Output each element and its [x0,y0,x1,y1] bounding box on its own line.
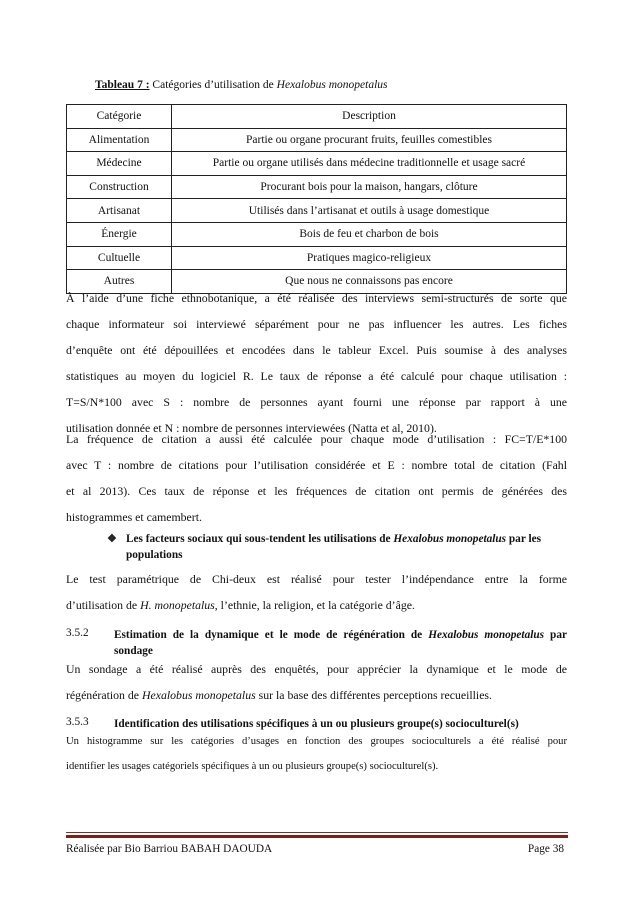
text-line: T=S/N*100 avec S : nombre de personnes ayant fourni une réponse par rapport à une [66,395,567,409]
table-header-cell: Description [172,105,567,129]
text-line: et al 2013). Ces taux de réponse et les fréquences de citation ont permis de générées des [66,484,567,498]
table-cell-description: Procurant bois pour la maison, hangars, clôture [172,175,567,199]
text-line: statistiques au moyen du logiciel R. Le taux de réponse a été calculé pour chaque utilisation : [66,369,567,383]
table-cell-description: Utilisés dans l’artisanat et outils à usage domestique [172,199,567,223]
page-number: Page 38 [527,843,564,855]
table-caption-species: Hexalobus monopetalus [276,79,388,91]
table-row [67,199,567,223]
section-number: 3.5.3 [66,716,89,728]
text-species: Hexalobus monopetalus [141,688,256,702]
text-line: histogrammes et camembert. [66,510,202,524]
paragraph-histogram [66,729,567,779]
heading-line [107,531,569,547]
table-caption-text: Catégories d’utilisation de [149,79,277,91]
table-caption [95,79,388,91]
table-row [67,152,567,176]
diamond-bullet-icon: ❖ [107,533,117,545]
text-line: identifier les usages catégoriels spécifiques à un ou plusieurs groupe(s) socioculturel(s). [66,761,439,772]
paragraph-survey [66,656,567,708]
text-line: avec T : nombre de citations pour l’utilisation considérée et E : nombre total de citation (Fahl [66,458,567,472]
section-title-line [66,627,567,643]
text-line: d’enquête ont été dépouillées et encodées dans le tableur Excel. Puis soumise à des analyses [66,343,567,357]
bullet-heading-social-factors [107,531,569,563]
table-cell-category: Construction [67,175,172,199]
text-fragment: d’utilisation de [66,598,141,612]
text-fragment: régénération de [66,688,142,702]
text-line [66,592,567,618]
table-cell-description: Pratiques magico-religieux [172,246,567,270]
section-number: 3.5.2 [66,627,89,639]
section-title-text: Estimation de la dynamique et le mode de régénération de [114,629,429,641]
text-fragment: , l’ethnie, la religion, et la catégorie d’âge. [214,598,415,612]
text-line: Un histogramme sur les catégories d’usages en fonction des groupes socioculturels a été réalisé pour [66,736,567,747]
paragraph-citation-frequency [66,426,567,530]
table-cell-category: Cultuelle [67,246,172,270]
footer-rule-thin [66,832,568,833]
usage-categories-table [66,104,567,294]
text-line [66,682,567,708]
text-line: utilisation donnée et N : nombre de personnes interviewées (Natta et al, 2010). [66,421,437,435]
paragraph-chi-square [66,566,567,618]
paragraph-methodology [66,285,567,441]
table-row [67,175,567,199]
table-cell-category: Énergie [67,222,172,246]
table-row [67,128,567,152]
footer-rule-thick [66,835,568,838]
section-title-line: sondage [114,645,153,657]
section-title-species: Hexalobus monopetalus [428,629,545,641]
text-line: Le test paramétrique de Chi-deux est réalisé pour tester l’indépendance entre la forme [66,572,567,586]
section-title-text: par [544,629,567,641]
heading-species: Hexalobus monopetalus [393,533,507,545]
table-caption-label: Tableau 7 : [95,79,150,91]
footer-author: Réalisée par Bio Barriou BABAH DAOUDA [66,843,273,855]
table-cell-description: Que nous ne connaissons pas encore [172,270,567,294]
table-header-row [67,105,567,129]
text-line: Un sondage a été réalisé auprès des enquêtés, pour apprécier la dynamique et le mode de [66,662,567,676]
table-cell-category: Artisanat [67,199,172,223]
section-title-line: Identification des utilisations spécifiques à un ou plusieurs groupe(s) socioculturel(s) [114,718,519,730]
text-line: À l’aide d’une fiche ethnobotanique, a été réalisée des interviews semi-structurés de sorte que [66,291,567,305]
table-cell-category: Alimentation [67,128,172,152]
table-header-cell: Catégorie [67,105,172,129]
table-row [67,246,567,270]
table-cell-category: Médecine [67,152,172,176]
table-cell-description: Partie ou organe procurant fruits, feuilles comestibles [172,128,567,152]
heading-text: Les facteurs sociaux qui sous-tendent les utilisations de [126,533,394,545]
table-cell-description: Partie ou organe utilisés dans médecine traditionnelle et usage sacré [172,152,567,176]
table-cell-description: Bois de feu et charbon de bois [172,222,567,246]
text-line: chaque informateur soi interviewé séparément pour ne pas influencer les autres. Les fiches [66,317,567,331]
text-line: La fréquence de citation a aussi été calculée pour chaque mode d’utilisation : FC=T/E*100 [66,432,567,446]
text-species: H. monopetalus [140,598,215,612]
text-fragment: sur la base des différentes perceptions recueillies. [255,688,492,702]
table-row [67,222,567,246]
section-heading-3-5-2 [66,627,567,659]
heading-text: par les [506,533,542,545]
heading-line: populations [126,549,183,561]
table-cell-category: Autres [67,270,172,294]
